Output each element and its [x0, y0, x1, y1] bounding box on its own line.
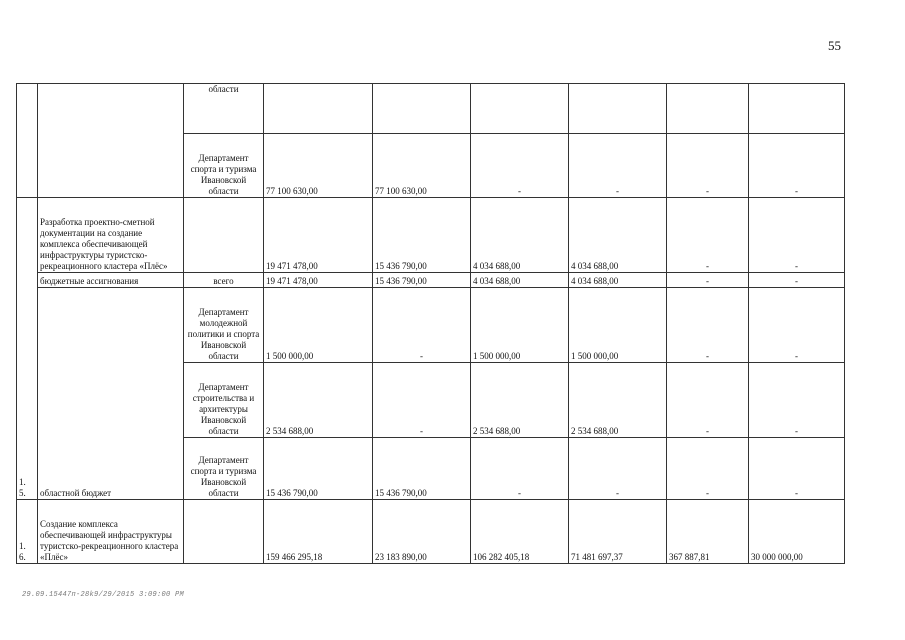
- value-cell: -: [667, 363, 749, 438]
- value-cell: 15 436 790,00: [264, 438, 373, 500]
- value-cell: -: [667, 438, 749, 500]
- value-cell: 1 500 000,00: [569, 288, 667, 363]
- document-footer-stamp: 29.09.15447п-28k9/29/2015 3:09:00 PM: [22, 591, 185, 599]
- table-row: [17, 500, 845, 564]
- value-cell: 1 500 000,00: [471, 288, 569, 363]
- value-cell: -: [373, 288, 471, 363]
- value-cell: -: [749, 438, 845, 500]
- value-cell: -: [373, 363, 471, 438]
- value-cell: 19 471 478,00: [264, 273, 373, 288]
- value-cell: 1 500 000,00: [264, 288, 373, 363]
- dept-cell: Департамент спорта и туризма Ивановской области: [184, 438, 264, 500]
- value-cell: -: [471, 134, 569, 198]
- value-cell: 4 034 688,00: [471, 273, 569, 288]
- value-cell: 15 436 790,00: [373, 198, 471, 273]
- value-cell: -: [667, 273, 749, 288]
- page-number: 55: [828, 38, 841, 53]
- value-cell: 2 534 688,00: [569, 363, 667, 438]
- regional-budget-label: областной бюджет: [38, 288, 184, 500]
- value-cell: 71 481 697,37: [569, 500, 667, 564]
- value-cell: 367 887,81: [667, 500, 749, 564]
- value-cell: -: [667, 134, 749, 198]
- code-cell: [17, 84, 38, 198]
- dept-cell: Департамент спорта и туризма Ивановской области: [184, 134, 264, 198]
- dept-cell: Департамент молодежной политики и спорта Ивановской области: [184, 288, 264, 363]
- budget-table: [16, 83, 845, 564]
- value-cell: -: [471, 438, 569, 500]
- item-title: Разработка проектно-сметной документации на создание комплекса обеспечивающей инфраструктуры туристско-рекреационного кластера «Плёс»: [38, 198, 184, 273]
- value-cell: 159 466 295,18: [264, 500, 373, 564]
- item-code: 1. 6.: [17, 500, 38, 564]
- value-cell: 4 034 688,00: [569, 198, 667, 273]
- dept-cell: всего: [184, 273, 264, 288]
- value-cell: 106 282 405,18: [471, 500, 569, 564]
- dept-cell: Департамент строительства и архитектуры Ивановской области: [184, 363, 264, 438]
- value-cell: -: [749, 273, 845, 288]
- value-cell: -: [749, 288, 845, 363]
- value-cell: -: [749, 363, 845, 438]
- value-cell: 77 100 630,00: [373, 134, 471, 198]
- value-cell: -: [667, 288, 749, 363]
- value-cell: 15 436 790,00: [373, 273, 471, 288]
- table-row: [17, 84, 845, 134]
- value-cell: 23 183 890,00: [373, 500, 471, 564]
- value-cell: 2 534 688,00: [264, 363, 373, 438]
- value-cell: 15 436 790,00: [373, 438, 471, 500]
- value-cell: 4 034 688,00: [471, 198, 569, 273]
- dept-cell: [184, 500, 264, 564]
- value-cell: -: [749, 198, 845, 273]
- value-cell: 2 534 688,00: [471, 363, 569, 438]
- item-cell: [38, 84, 184, 198]
- item-code: 1. 5.: [17, 198, 38, 500]
- budget-allocations-label: бюджетные ассигнования: [38, 273, 184, 288]
- value-cell: -: [667, 198, 749, 273]
- table-row: [17, 198, 845, 273]
- value-cell: 30 000 000,00: [749, 500, 845, 564]
- value-cell: 19 471 478,00: [264, 198, 373, 273]
- item-title: Создание комплекса обеспечивающей инфраструктуры туристско-рекреационного кластера «Плёс»: [38, 500, 184, 564]
- table-row: [17, 288, 845, 363]
- value-cell: -: [749, 134, 845, 198]
- table-row: [17, 273, 845, 288]
- value-cell: 4 034 688,00: [569, 273, 667, 288]
- dept-cell: области: [184, 84, 264, 134]
- value-cell: 77 100 630,00: [264, 134, 373, 198]
- dept-cell: [184, 198, 264, 273]
- value-cell: -: [569, 438, 667, 500]
- value-cell: -: [569, 134, 667, 198]
